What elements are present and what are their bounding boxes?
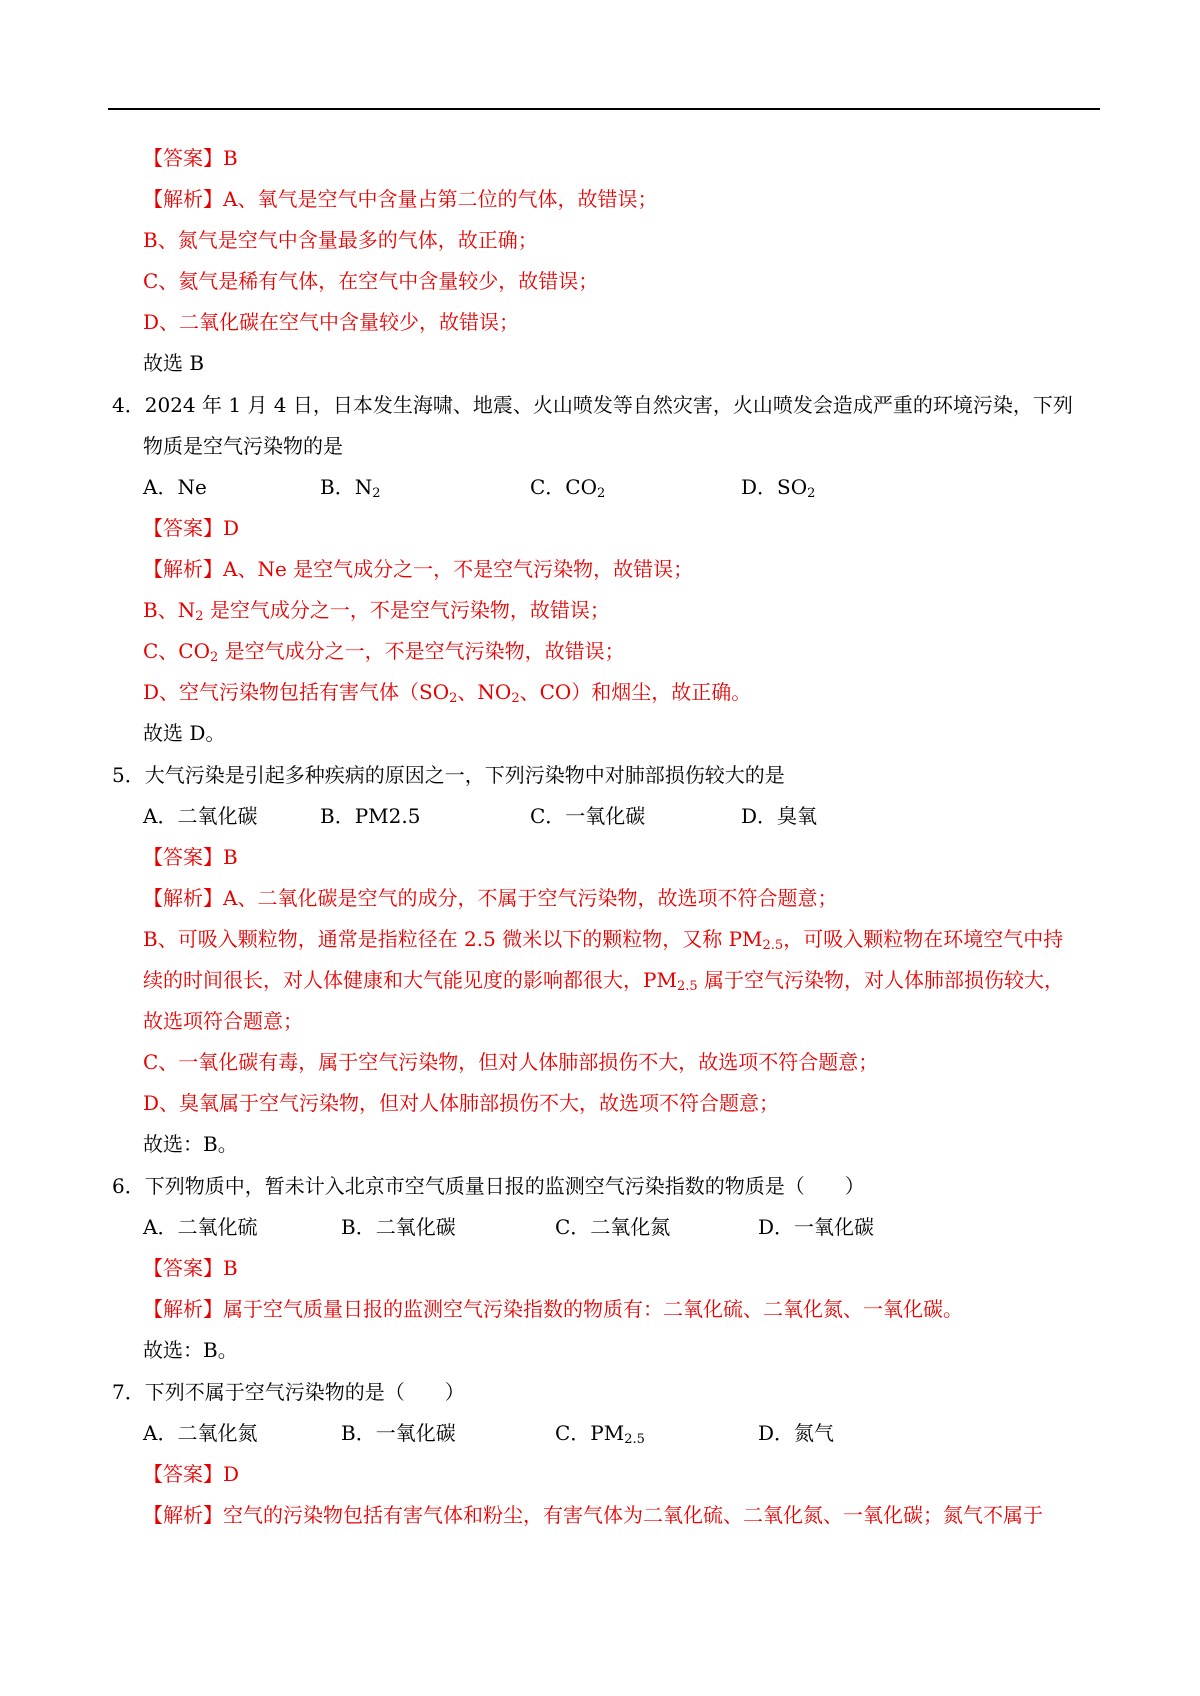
q5-analysis-c: C、一氧化碳有毒，属于空气污染物，但对人体肺部损伤不大，故选项不符合题意； xyxy=(143,1050,879,1074)
q4-option-b: B．$N_2$ xyxy=(320,475,381,501)
q6-option-d: D．一氧化碳 xyxy=(758,1215,875,1239)
q6-answer: 【答案】B xyxy=(143,1256,238,1280)
q7-option-c: C．$PM_{2.5}$ xyxy=(555,1421,645,1447)
header-rule xyxy=(108,108,1100,110)
q5-analysis-d: D、臭氧属于空气污染物，但对人体肺部损伤不大，故选项不符合题意； xyxy=(143,1091,780,1115)
q7-answer: 【答案】D xyxy=(143,1462,240,1486)
q4-option-a: A．Ne xyxy=(143,475,207,499)
q3-analysis-a: 【解析】A、氧气是空气中含量占第二位的气体，故错误； xyxy=(143,187,658,211)
q5-option-c: C．一氧化碳 xyxy=(530,804,646,828)
q4-conclusion: 故选 D。 xyxy=(143,721,226,745)
q5-analysis-b-line1: B、可吸入颗粒物，通常是指粒径在 2.5 微米以下的颗粒物，又称 $PM_{2.5}$，可吸入颗粒物在环境空气中持 xyxy=(143,927,1064,953)
q3-answer: 【答案】B xyxy=(143,146,238,170)
q5-answer: 【答案】B xyxy=(143,845,238,869)
q4-stem-line1: 4．2024 年 1 月 4 日，日本发生海啸、地震、火山喷发等自然灾害，火山喷发会造成严重的环境污染，下列 xyxy=(112,393,1073,417)
q3-analysis-d: D、二氧化碳在空气中含量较少，故错误； xyxy=(143,310,520,334)
q7-option-d: D．氮气 xyxy=(758,1421,835,1445)
q5-option-a: A．二氧化碳 xyxy=(143,804,258,828)
q4-stem-line2: 物质是空气污染物的是 xyxy=(143,434,343,458)
q5-option-d: D．臭氧 xyxy=(741,804,818,828)
q7-stem: 7．下列不属于空气污染物的是（ ） xyxy=(112,1380,465,1404)
q3-analysis-c: C、氦气是稀有气体，在空气中含量较少，故错误； xyxy=(143,269,599,293)
q5-stem: 5．大气污染是引起多种疾病的原因之一，下列污染物中对肺部损伤较大的是 xyxy=(112,763,785,787)
q4-analysis-c: C、$CO_2$ 是空气成分之一，不是空气污染物，故错误； xyxy=(143,639,625,665)
q4-analysis-b: B、$N_2$ 是空气成分之一，不是空气污染物，故错误； xyxy=(143,598,610,624)
q6-option-b: B．二氧化碳 xyxy=(341,1215,456,1239)
q5-analysis-b-line2: 续的时间很长，对人体健康和大气能见度的影响都很大，$PM_{2.5}$ 属于空气污染物，对人体肺部损伤较大， xyxy=(143,968,1064,994)
q7-option-b: B．一氧化碳 xyxy=(341,1421,456,1445)
q5-analysis-a: 【解析】A、二氧化碳是空气的成分，不属于空气污染物，故选项不符合题意； xyxy=(143,886,838,910)
q6-option-c: C．二氧化氮 xyxy=(555,1215,671,1239)
q3-analysis-b: B、氮气是空气中含量最多的气体，故正确； xyxy=(143,228,538,252)
q4-analysis-a: 【解析】A、Ne 是空气成分之一，不是空气污染物，故错误； xyxy=(143,557,694,581)
q5-conclusion: 故选：B。 xyxy=(143,1132,238,1156)
q4-answer: 【答案】D xyxy=(143,516,240,540)
q6-conclusion: 故选：B。 xyxy=(143,1338,238,1362)
q4-option-d: D．$SO_2$ xyxy=(741,475,816,501)
q6-option-a: A．二氧化硫 xyxy=(143,1215,258,1239)
q4-analysis-d: D、空气污染物包括有害气体（$SO_2$、$NO_2$、CO）和烟尘，故正确。 xyxy=(143,680,752,706)
q7-analysis: 【解析】空气的污染物包括有害气体和粉尘，有害气体为二氧化硫、二氧化氮、一氧化碳；氮气不属于 xyxy=(143,1503,1043,1527)
q6-analysis: 【解析】属于空气质量日报的监测空气污染指数的物质有：二氧化硫、二氧化氮、一氧化碳。 xyxy=(143,1297,963,1321)
q7-option-a: A．二氧化氮 xyxy=(143,1421,258,1445)
q3-conclusion: 故选 B xyxy=(143,351,205,375)
q5-analysis-b-line3: 故选项符合题意； xyxy=(143,1009,303,1033)
q4-option-c: C．$CO_2$ xyxy=(530,475,606,501)
q5-option-b: B．PM2.5 xyxy=(320,804,421,828)
q6-stem: 6．下列物质中，暂未计入北京市空气质量日报的监测空气污染指数的物质是（ ） xyxy=(112,1174,865,1198)
